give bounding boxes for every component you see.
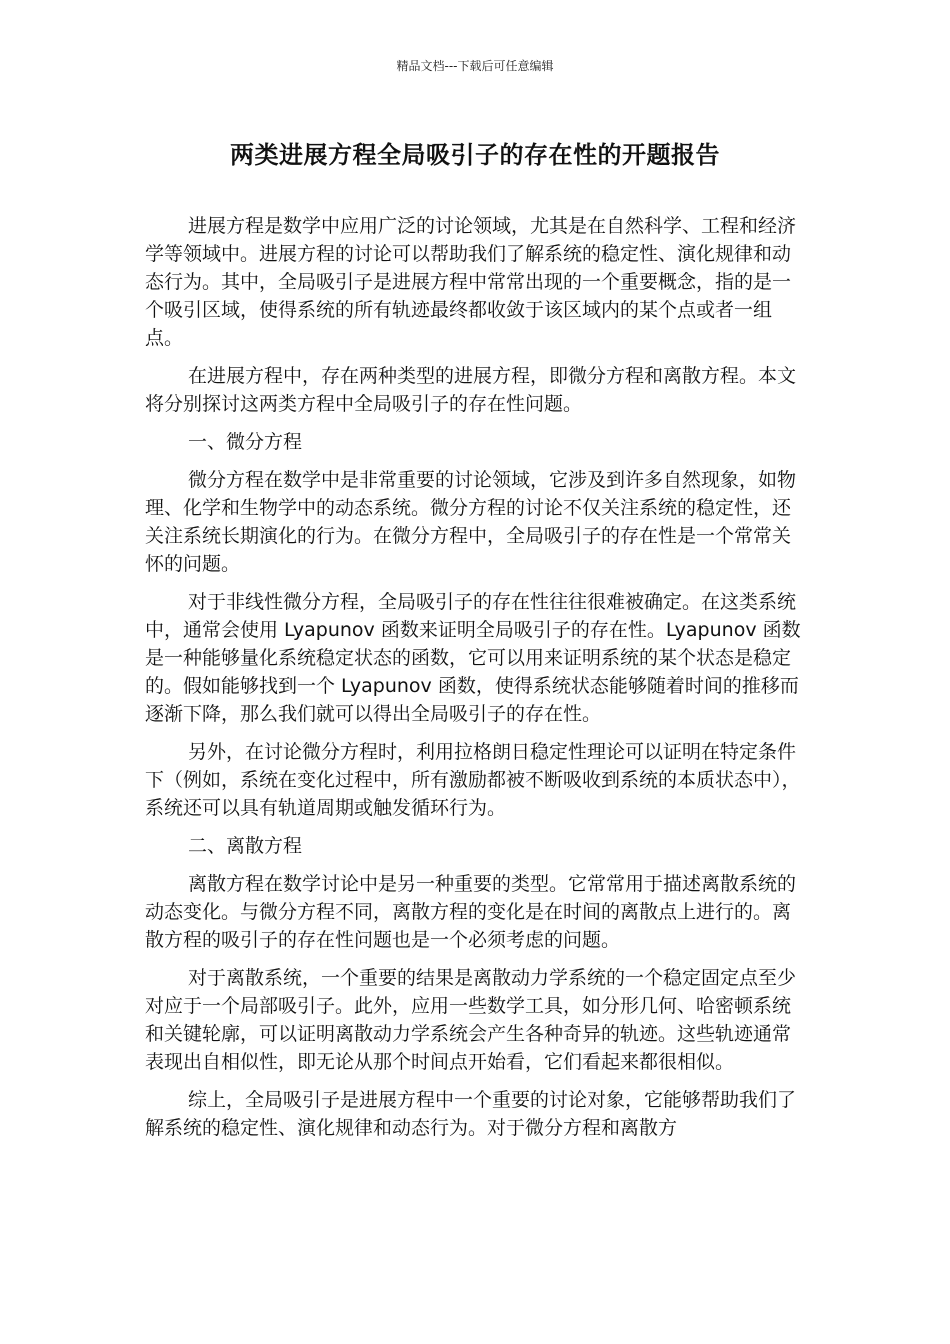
paragraph-discrete-results: 对于离散系统，一个重要的结果是离散动力学系统的一个稳定固定点至少对应于一个局部吸引子。此外，应用一些数学工具，如分形几何、哈密顿系统和关键轮廓，可以证明离散动力学系统会产生各种奇异的轨迹。这些轨迹通常表现出自相似性，即无论从那个时间点开始看，它们看起来都很相似。 xyxy=(145,967,797,1073)
paragraph-lagrange: 另外，在讨论微分方程时，利用拉格朗日稳定性理论可以证明在特定条件下（例如，系统在变化过程中，所有激励都被不断吸收到系统的本质状态中），系统还可以具有轨道周期或触发循环行为。 xyxy=(145,741,801,819)
paragraph-intro: 进展方程是数学中应用广泛的讨论领域，尤其是在自然科学、工程和经济学等领域中。进展方程的讨论可以帮助我们了解系统的稳定性、演化规律和动态行为。其中，全局吸引子是进展方程中常常出现的一个重要概念，指的是一个吸引区域，使得系统的所有轨迹最终都收敛于该区域内的某个点或者一组点。 xyxy=(145,215,797,349)
header-note: 精品文档---下载后可任意编辑 xyxy=(396,59,554,73)
paragraph-overview: 在进展方程中，存在两种类型的进展方程，即微分方程和离散方程。本文将分别探讨这两类方程中全局吸引子的存在性问题。 xyxy=(145,365,797,415)
document-title: 两类进展方程全局吸引子的存在性的开题报告 xyxy=(230,141,720,169)
paragraph-lyapunov: 对于非线性微分方程，全局吸引子的存在性往往很难被确定。在这类系统中，通常会使用 Lyapunov 函数来证明全局吸引子的存在性。Lyapunov 函数是一种能够量化系统稳定状态的函数，它可以用来证明系统的某个状态是稳定的。假如能够找到一个 Lyapunov 函数，使得系统状态能够随着时间的推移而逐渐下降，那么我们就可以得出全局吸引子的存在性。 xyxy=(145,591,801,725)
section-heading-discrete: 二、离散方程 xyxy=(188,835,303,857)
paragraph-summary: 综上，全局吸引子是进展方程中一个重要的讨论对象，它能够帮助我们了解系统的稳定性、演化规律和动态行为。对于微分方程和离散方 xyxy=(145,1089,797,1139)
paragraph-differential-intro: 微分方程在数学中是非常重要的讨论领域，它涉及到许多自然现象，如物理、化学和生物学中的动态系统。微分方程的讨论不仅关注系统的稳定性，还关注系统长期演化的行为。在微分方程中，全局吸引子的存在性是一个常常关怀的问题。 xyxy=(145,469,797,575)
document-body xyxy=(145,212,805,1152)
paragraph-discrete-intro: 离散方程在数学讨论中是另一种重要的类型。它常常用于描述离散系统的动态变化。与微分方程不同，离散方程的变化是在时间的离散点上进行的。离散方程的吸引子的存在性问题也是一个必须考虑的问题。 xyxy=(145,873,797,951)
section-heading-differential: 一、微分方程 xyxy=(188,431,303,453)
